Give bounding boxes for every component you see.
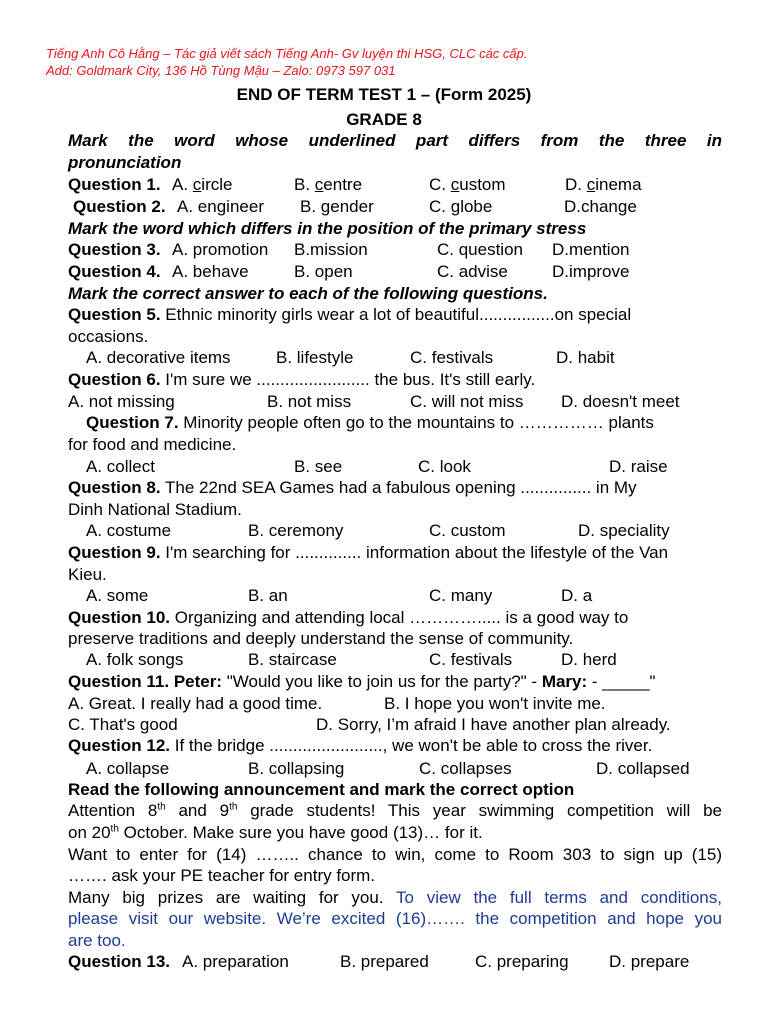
section3-instruction: Mark the correct answer to each of the following questions. (68, 284, 548, 303)
question-9-option-c[interactable]: C. many (429, 586, 493, 605)
question-9-stem-line1: Question 9. I'm searching for .............. information about the lifestyle of the Van (68, 543, 669, 562)
question-6-label: Question 6. (68, 370, 161, 389)
question-8-option-a[interactable]: A. costume (86, 521, 172, 540)
question-2-option-d[interactable]: D.change (564, 197, 637, 216)
question-2-option-a[interactable]: A. engineer (177, 197, 264, 216)
header-line-1: Tiếng Anh Cô Hằng – Tác giả viết sách Tiếng Anh- Gv luyện thi HSG, CLC các cấp. (46, 46, 528, 61)
passage-line-6: please visit our website. We’re excited (16)……. the competition and hope you (68, 909, 722, 928)
question-5-stem-line1: Question 5. Ethnic minority girls wear a lot of beautiful................on special (68, 305, 632, 324)
question-4-option-d[interactable]: D.improve (552, 262, 630, 281)
question-7-label: Question 7. (86, 413, 179, 432)
question-9-label: Question 9. (68, 543, 161, 562)
question-5-option-c[interactable]: C. festivals (410, 348, 494, 367)
question-4-option-b[interactable]: B. open (294, 262, 353, 281)
question-7-option-b[interactable]: B. see (294, 457, 343, 476)
question-8-option-d[interactable]: D. speciality (578, 521, 670, 540)
question-7-stem-line1: Question 7. Minority people often go to the mountains to …………… plants (86, 413, 654, 432)
question-6-stem: Question 6. I'm sure we ........................ the bus. It's still early. (68, 370, 536, 389)
question-10-label: Question 10. (68, 608, 171, 627)
question-7-option-a[interactable]: A. collect (86, 457, 155, 476)
test-title: END OF TERM TEST 1 – (Form 2025) (236, 85, 532, 104)
question-8-option-c[interactable]: C. custom (429, 521, 506, 540)
question-3-option-b[interactable]: B.mission (294, 240, 368, 259)
question-3 (68, 239, 722, 260)
question-1-label: Question 1. (68, 175, 161, 194)
question-10-stem-line1: Question 10. Organizing and attending local …………..... is a good way to (68, 608, 629, 627)
section2-instruction: Mark the word which differs in the position of the primary stress (68, 219, 587, 238)
question-6-option-a[interactable]: A. not missing (68, 392, 175, 411)
passage-line-1: Attention 8th and 9th grade students! This year swimming competition will be (68, 801, 723, 820)
question-1 (68, 174, 722, 195)
question-2-option-c[interactable]: C. globe (429, 197, 493, 216)
passage-line-5: Many big prizes are waiting for you. To view the full terms and conditions, (68, 888, 722, 907)
question-7-option-d[interactable]: D. raise (609, 457, 668, 476)
question-11-option-c[interactable]: C. That's good (68, 715, 178, 734)
question-8-stem-line1: Question 8. The 22nd SEA Games had a fabulous opening ............... in My (68, 478, 637, 497)
section1-instruction-line2: pronunciation (68, 153, 182, 172)
question-13-option-b[interactable]: B. prepared (340, 952, 429, 971)
question-10-option-c[interactable]: C. festivals (429, 650, 513, 669)
question-3-label: Question 3. (68, 240, 161, 259)
question-1-option-b[interactable]: B. centre (294, 175, 363, 194)
header-line-2: Add: Goldmark City, 136 Hồ Tùng Mậu – Zalo: 0973 597 031 (46, 63, 396, 78)
question-12-label: Question 12. (68, 736, 171, 755)
question-2-option-b[interactable]: B. gender (300, 197, 374, 216)
question-12-option-d[interactable]: D. collapsed (596, 759, 690, 778)
question-6-option-b[interactable]: B. not miss (267, 392, 352, 411)
question-12-option-b[interactable]: B. collapsing (248, 759, 345, 778)
question-5-option-a[interactable]: A. decorative items (86, 348, 231, 367)
question-3-option-d[interactable]: D.mention (552, 240, 630, 259)
question-12-option-c[interactable]: C. collapses (419, 759, 512, 778)
question-13-option-a[interactable]: A. preparation (182, 952, 289, 971)
passage-line-4: ……. ask your PE teacher for entry form. (68, 866, 376, 885)
question-10-stem-line2: preserve traditions and deeply understand the sense of community. (68, 629, 574, 648)
question-7-option-c[interactable]: C. look (418, 457, 471, 476)
question-12-stem: Question 12. If the bridge ........................, we won't be able to cross the river. (68, 736, 653, 755)
question-4-option-a[interactable]: A. behave (172, 262, 249, 281)
question-8-stem-line2: Dinh National Stadium. (68, 500, 242, 519)
question-8-option-b[interactable]: B. ceremony (248, 521, 344, 540)
question-12-option-a[interactable]: A. collapse (86, 759, 170, 778)
question-3-option-c[interactable]: C. question (437, 240, 523, 259)
question-1-option-a[interactable]: A. circle (172, 175, 233, 194)
question-11-stem: Question 11. Peter: "Would you like to join us for the party?" - Mary: - _____" (68, 672, 656, 691)
question-5-option-d[interactable]: D. habit (556, 348, 615, 367)
question-9-option-b[interactable]: B. an (248, 586, 288, 605)
question-9-option-a[interactable]: A. some (86, 586, 149, 605)
question-11-option-d[interactable]: D. Sorry, I’m afraid I have another plan already. (316, 715, 671, 734)
section4-instruction: Read the following announcement and mark the correct option (68, 780, 575, 799)
question-13-option-d[interactable]: D. prepare (609, 952, 690, 971)
question-5-stem-line2: occasions. (68, 327, 149, 346)
question-13-option-c[interactable]: C. preparing (475, 952, 569, 971)
question-11-option-a[interactable]: A. Great. I really had a good time. (68, 694, 323, 713)
speaker-mary: Mary: (541, 672, 588, 691)
question-2-label: Question 2. (73, 197, 166, 216)
question-11-option-b[interactable]: B. I hope you won't invite me. (384, 694, 606, 713)
question-3-option-a[interactable]: A. promotion (172, 240, 269, 259)
question-5-label: Question 5. (68, 305, 161, 324)
passage-line-3: Want to enter for (14) …….. chance to win, come to Room 303 to sign up (15) (68, 845, 722, 864)
question-10-option-d[interactable]: D. herd (561, 650, 617, 669)
passage-line-7: are too. (68, 931, 126, 950)
question-5-option-b[interactable]: B. lifestyle (276, 348, 354, 367)
question-6-option-c[interactable]: C. will not miss (410, 392, 524, 411)
speaker-peter: Peter: (169, 672, 223, 691)
question-9-option-d[interactable]: D. a (561, 586, 593, 605)
question-13-label: Question 13. (68, 952, 171, 971)
question-7-stem-line2: for food and medicine. (68, 435, 237, 454)
grade-title: GRADE 8 (346, 110, 422, 129)
question-13 (68, 951, 722, 972)
question-1-option-c[interactable]: C. custom (429, 175, 506, 194)
question-2 (73, 196, 722, 217)
question-10-option-b[interactable]: B. staircase (248, 650, 337, 669)
question-8-label: Question 8. (68, 478, 161, 497)
question-4-option-c[interactable]: C. advise (437, 262, 508, 281)
question-6-option-d[interactable]: D. doesn't meet (561, 392, 680, 411)
section1-instruction-line1: Mark the word whose underlined part differs from the three in (68, 131, 722, 150)
passage-line-2: on 20th October. Make sure you have good (13)… for it. (68, 823, 483, 842)
question-9-stem-line2: Kieu. (68, 565, 107, 584)
question-10-option-a[interactable]: A. folk songs (86, 650, 184, 669)
question-11-label: Question 11. (68, 672, 170, 691)
question-4 (68, 261, 722, 282)
question-1-option-d[interactable]: D. cinema (565, 175, 642, 194)
question-4-label: Question 4. (68, 262, 161, 281)
